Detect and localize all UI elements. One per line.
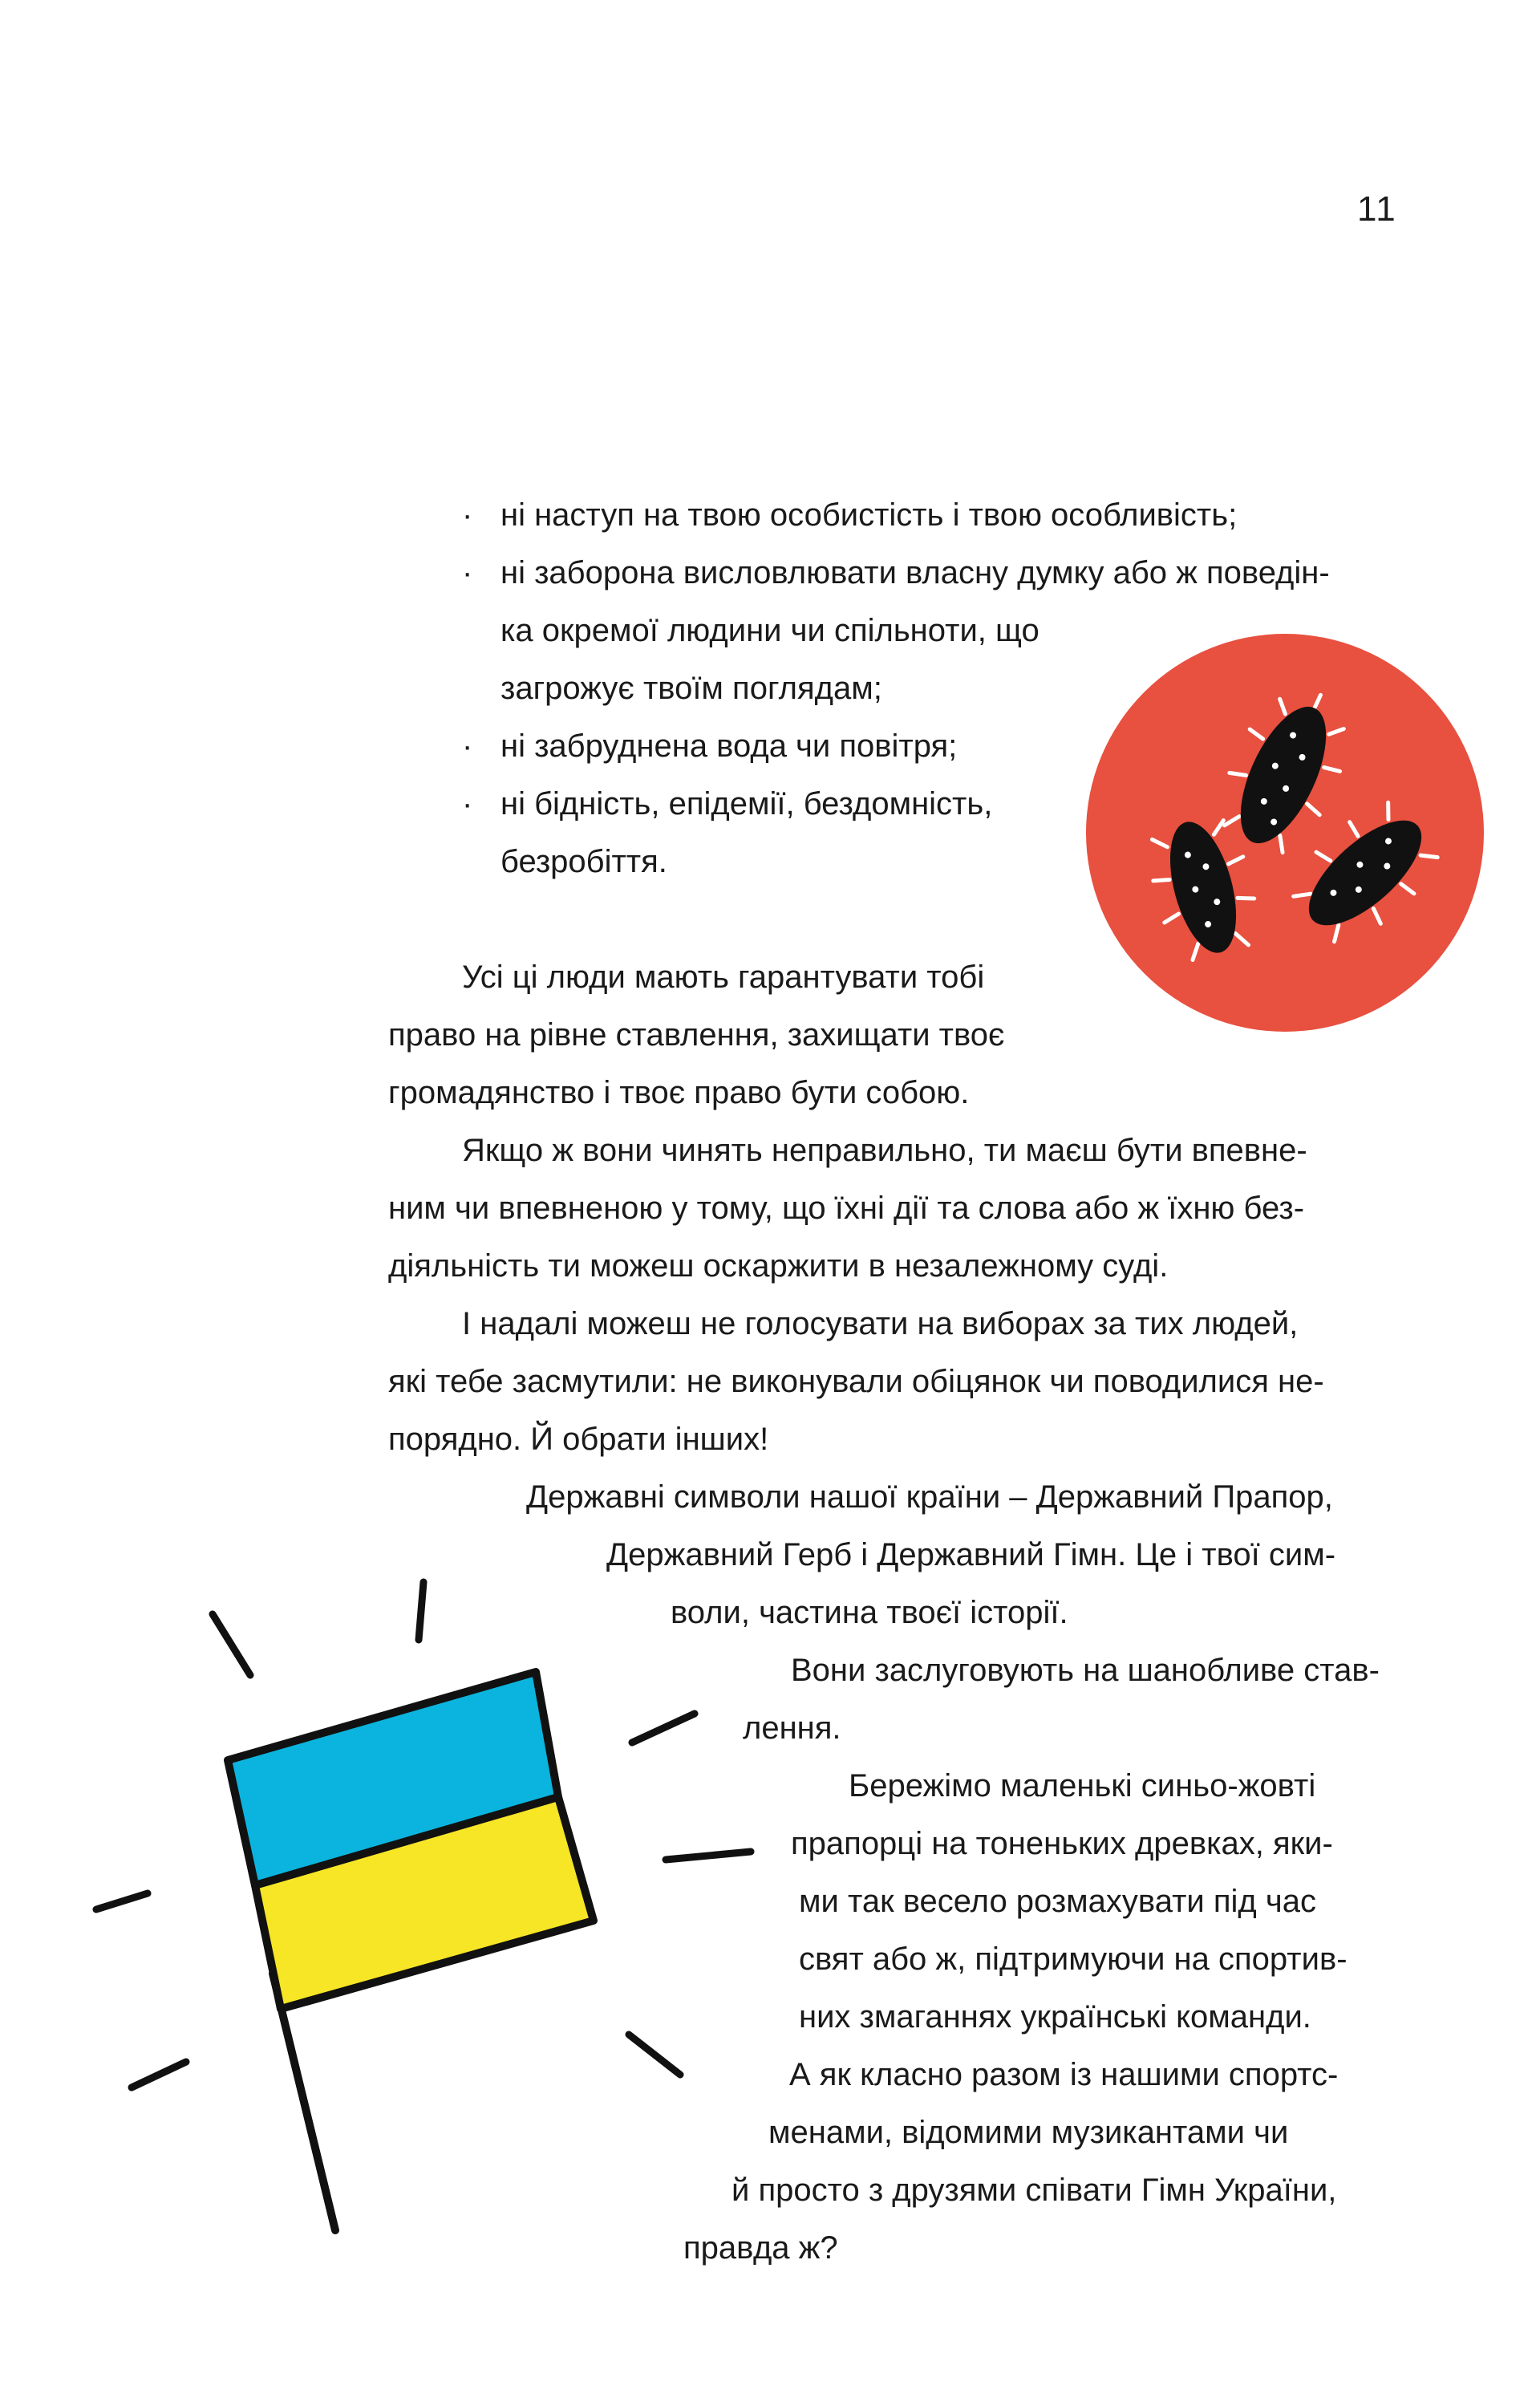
page-number: 11 bbox=[1357, 189, 1397, 229]
bullet-icon: · bbox=[462, 555, 473, 590]
paragraph-line: Бережімо маленькі синьо-жовті bbox=[849, 1768, 1316, 1803]
bullet-item bbox=[462, 717, 957, 775]
ukrainian-flag-illustration bbox=[80, 1556, 786, 2262]
paragraph-line: громадянство і твоє право бути собою. bbox=[388, 1075, 970, 1110]
bullet-text: загрожує твоїм поглядам; bbox=[500, 671, 882, 706]
paragraph-line: й просто з друзями співати Гімн України, bbox=[732, 2173, 1337, 2208]
paragraph-line: право на рівне ставлення, захищати твоє bbox=[388, 1017, 1005, 1053]
bullet-item bbox=[462, 486, 1237, 544]
bullet-text: ка окремої людини чи спільноти, що bbox=[500, 613, 1040, 648]
paragraph-line: І надалі можеш не голосувати на виборах за тих людей, bbox=[462, 1306, 1299, 1341]
bullet-icon: · bbox=[462, 497, 473, 533]
paragraph-line: воли, частина твоєї історії. bbox=[671, 1595, 1068, 1630]
paragraph-line: правда ж? bbox=[683, 2230, 838, 2266]
bullet-text: безробіття. bbox=[500, 844, 667, 879]
bullet-text: ні забруднена вода чи повітря; bbox=[500, 728, 958, 764]
paragraph-line: діяльність ти можеш оскаржити в незалежному суді. bbox=[388, 1248, 1169, 1284]
bullet-icon: · bbox=[462, 786, 473, 822]
paragraph-line: Усі ці люди мають гарантувати тобі bbox=[462, 960, 985, 995]
paragraph-line: Якщо ж вони чинять неправильно, ти маєш бути впевне- bbox=[462, 1133, 1307, 1168]
bullet-item bbox=[462, 775, 992, 833]
paragraph-line: ми так весело розмахувати під час bbox=[799, 1884, 1316, 1919]
paragraph-line: лення. bbox=[743, 1710, 841, 1746]
paragraph-line: Вони заслуговують на шанобливе став- bbox=[791, 1653, 1380, 1688]
paragraph-line: менами, відомими музикантами чи bbox=[768, 2115, 1289, 2150]
bullet-text: ні заборона висловлювати власну думку або ж поведін- bbox=[500, 555, 1330, 590]
paragraph-line: Державні символи нашої країни – Державний Прапор, bbox=[526, 1479, 1333, 1515]
paragraph-line: які тебе засмутили: не виконували обіцянок чи поводилися не- bbox=[388, 1364, 1324, 1399]
paragraph-line: ним чи впевненою у тому, що їхні дії та слова або ж їхню без- bbox=[388, 1191, 1305, 1226]
paragraph-line: порядно. Й обрати інших! bbox=[388, 1422, 769, 1457]
bullet-item bbox=[462, 544, 1330, 602]
paragraph-line: Державний Герб і Державний Гімн. Це і твої сим- bbox=[606, 1537, 1336, 1572]
germs-illustration bbox=[1084, 632, 1485, 1033]
bullet-text: ні бідність, епідемії, бездомність, bbox=[500, 786, 993, 822]
paragraph-line: свят або ж, підтримуючи на спортив- bbox=[799, 1941, 1348, 1977]
paragraph-line: них змаганнях українські команди. bbox=[799, 1999, 1311, 2035]
flag-cloth bbox=[228, 1672, 594, 2009]
bullet-text: ні наступ на твою особистість і твою особливість; bbox=[500, 497, 1238, 533]
paragraph-line: А як класно разом із нашими спортс- bbox=[789, 2057, 1339, 2092]
bullet-icon: · bbox=[462, 728, 473, 764]
paragraph-line: прапорці на тоненьких древках, яки- bbox=[791, 1826, 1333, 1861]
germs-circle bbox=[1086, 634, 1484, 1032]
